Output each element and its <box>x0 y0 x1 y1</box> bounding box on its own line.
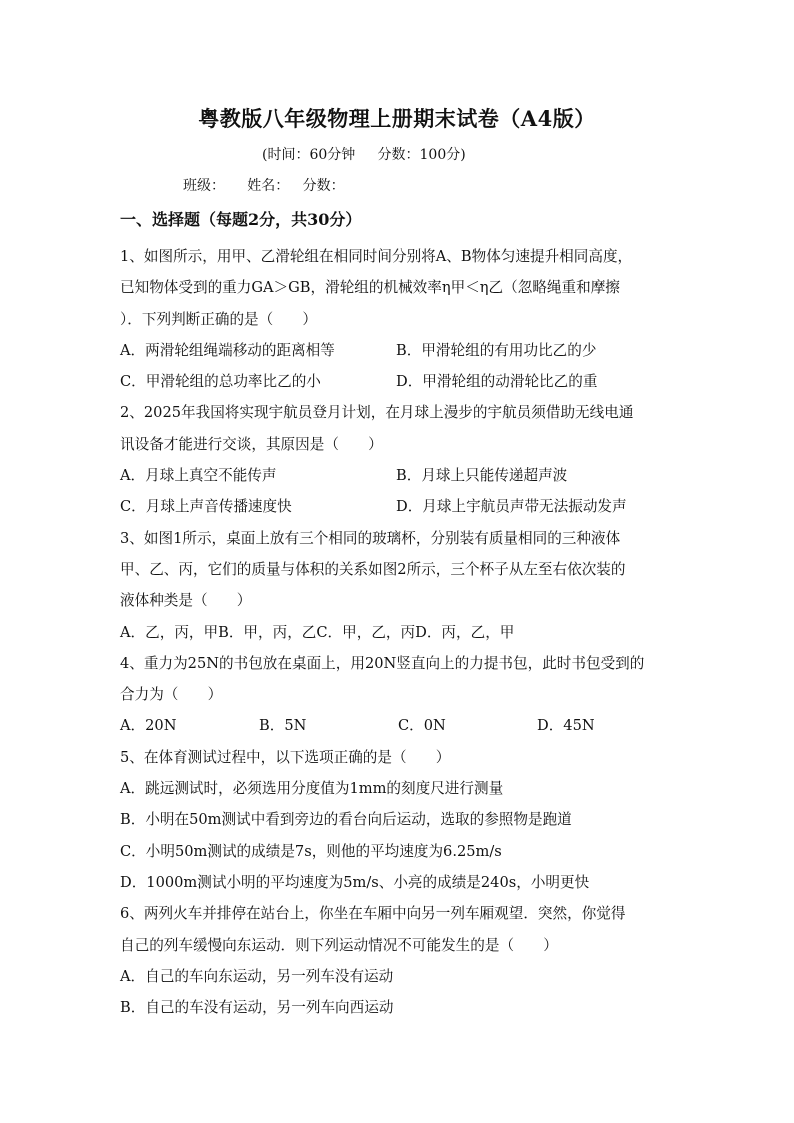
question-1-line-2: 已知物体受到的重力GA＞GB，滑轮组的机械效率η甲＜η乙（忽略绳重和摩擦 <box>120 279 620 297</box>
question-6-option-b: B．自己的车没有运动，另一列车向西运动 <box>120 999 394 1017</box>
question-4-option-b: B．5N <box>259 717 307 735</box>
question-6-option-a: A．自己的车向东运动，另一列车没有运动 <box>120 967 394 985</box>
question-4-option-d: D．45N <box>537 717 595 735</box>
student-info-line: 班级： 姓名： 分数： <box>183 178 345 194</box>
question-2-option-c: C．月球上声音传播速度快 <box>120 498 292 516</box>
question-6-line-2: 自己的列车缓慢向东运动．则下列运动情况不可能发生的是（ ） <box>120 936 558 954</box>
page-title: 粤教版八年级物理上册期末试卷（A4版） <box>198 106 596 131</box>
question-1-option-c: C．甲滑轮组的总功率比乙的小 <box>120 373 321 391</box>
section-title: 一、选择题（每题2分，共30分） <box>120 210 362 229</box>
question-3-line-3: 液体种类是（ ） <box>120 592 252 610</box>
question-2-option-d: D．月球上宇航员声带无法振动发声 <box>396 498 627 516</box>
question-2-options-row-2 <box>120 491 680 522</box>
question-3-line-1: 3、如图1所示，桌面上放有三个相同的玻璃杯，分别装有质量相同的三种液体 <box>120 529 621 547</box>
question-5-option-b: B．小明在50m测试中看到旁边的看台向后运动，选取的参照物是跑道 <box>120 811 572 829</box>
question-3-options: A．乙，丙，甲B．甲，丙，乙C．甲，乙，丙D．丙，乙，甲 <box>120 623 515 641</box>
question-5-option-a: A．跳远测试时，必须选用分度值为1mm的刻度尺进行测量 <box>120 780 504 798</box>
question-1-options-row-2 <box>120 366 680 397</box>
question-5-line-1: 5、在体育测试过程中，以下选项正确的是（ ） <box>120 748 451 766</box>
question-1-option-d: D．甲滑轮组的动滑轮比乙的重 <box>396 373 598 391</box>
question-4-line-1: 4、重力为25N的书包放在桌面上，用20N竖直向上的力提书包，此时书包受到的 <box>120 654 645 672</box>
question-5-option-c: C．小明50m测试的成绩是7s，则他的平均速度为6.25m/s <box>120 842 502 860</box>
question-2-line-2: 讯设备才能进行交谈，其原因是（ ） <box>120 435 383 453</box>
question-2-option-b: B．月球上只能传递超声波 <box>396 467 568 485</box>
question-1-option-a: A．两滑轮组绳端移动的距离相等 <box>120 341 335 359</box>
question-2-option-a: A．月球上真空不能传声 <box>120 467 277 485</box>
question-6-line-1: 6、两列火车并排停在站台上，你坐在车厢中向另一列车厢观望．突然，你觉得 <box>120 905 626 923</box>
questions-body <box>120 241 680 1023</box>
question-1-option-b: B．甲滑轮组的有用功比乙的少 <box>396 341 597 359</box>
question-1-line-3: ）．下列判断正确的是（ ） <box>120 310 318 328</box>
question-1-line-1: 1、如图所示，用甲、乙滑轮组在相同时间分别将A、B物体匀速提升相同高度， <box>120 248 633 265</box>
question-2-options-row-1 <box>120 460 680 491</box>
question-3-line-2: 甲、乙、丙，它们的质量与体积的关系如图2所示，三个杯子从左至右依次装的 <box>120 560 626 578</box>
question-5-option-d: D．1000m测试小明的平均速度为5m/s、小亮的成绩是240s，小明更快 <box>120 873 590 891</box>
exam-time-score: (时间：60分钟 分数：100分) <box>262 147 466 163</box>
question-4-option-a: A．20N <box>120 717 177 735</box>
question-1-options-row-1 <box>120 335 680 366</box>
question-4-line-2: 合力为（ ） <box>120 686 223 704</box>
question-4-option-c: C．0N <box>398 717 446 735</box>
question-2-line-1: 2、2025年我国将实现宇航员登月计划，在月球上漫步的宇航员须借助无线电通 <box>120 404 634 422</box>
question-4-options-row <box>120 710 680 741</box>
